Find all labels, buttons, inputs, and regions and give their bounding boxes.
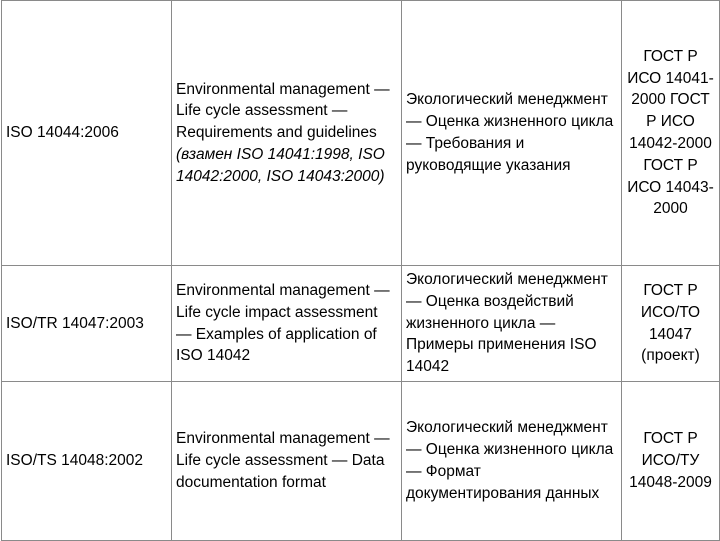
table-row	[2, 266, 720, 382]
title-russian: Экологический менеджмент — Оценка жизненного цикла — Требования и руководящие указания	[402, 1, 622, 266]
title-english-text: Environmental management — Life cycle assessment — Requirements and guidelines	[176, 80, 390, 142]
gost-equivalent: ГОСТ Р ИСО 14041-2000 ГОСТ Р ИСО 14042-2000 ГОСТ Р ИСО 14043-2000	[622, 1, 720, 266]
standard-code: ISO/TR 14047:2003	[2, 266, 172, 382]
table-row	[2, 382, 720, 541]
gost-equivalent: ГОСТ Р ИСО/ТО 14047 (проект)	[622, 266, 720, 382]
title-russian: Экологический менеджмент — Оценка воздействий жизненного цикла — Примеры применения ISO 14042	[402, 266, 622, 382]
title-russian: Экологический менеджмент — Оценка жизненного цикла — Формат документирования данных	[402, 382, 622, 541]
gost-equivalent: ГОСТ Р ИСО/ТУ 14048-2009	[622, 382, 720, 541]
replaces-note: (взамен ISO 14041:1998, ISO 14042:2000, ISO 14043:2000)	[176, 145, 385, 185]
standard-code: ISO/TS 14048:2002	[2, 382, 172, 541]
table-row	[2, 1, 720, 266]
standard-code: ISO 14044:2006	[2, 1, 172, 266]
standards-table	[1, 0, 720, 541]
title-english	[172, 1, 402, 266]
title-english: Environmental management — Life cycle assessment — Data documentation format	[172, 382, 402, 541]
title-english: Environmental management — Life cycle impact assessment — Examples of application of ISO 14042	[172, 266, 402, 382]
